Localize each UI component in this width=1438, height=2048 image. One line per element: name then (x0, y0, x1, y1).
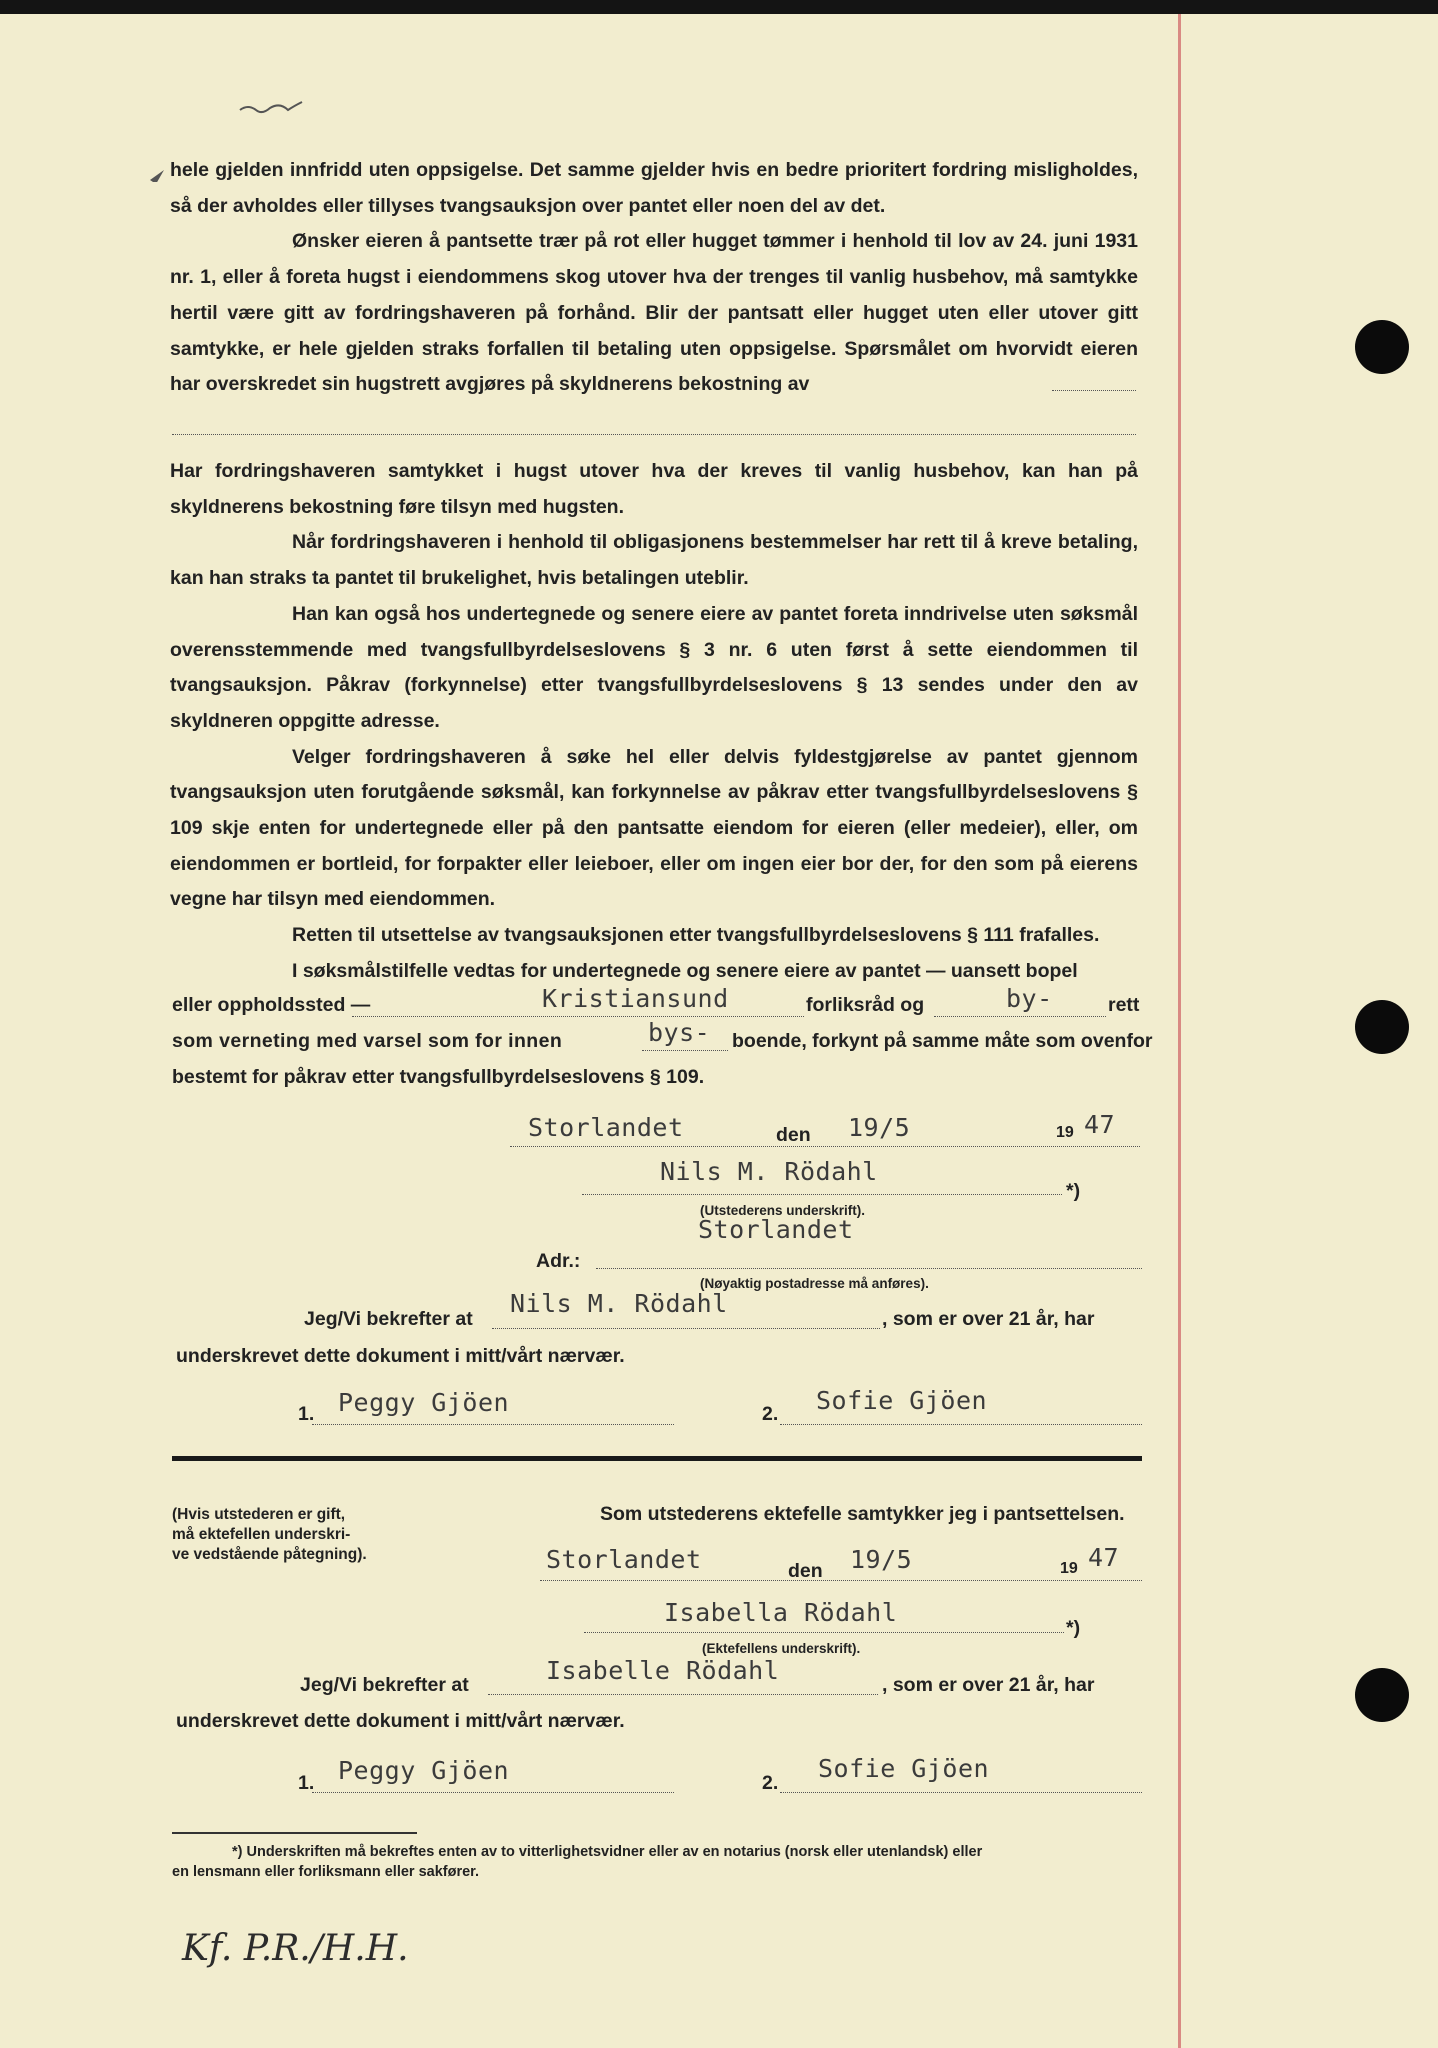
venue-line2-suffix: boende, forkynt på samme måte som ovenfor (732, 1030, 1153, 1052)
spouse-date-line (540, 1580, 1142, 1581)
venue-scope: bys- (648, 1018, 711, 1047)
spouse-den: den (788, 1560, 823, 1582)
paragraph-2: Ønsker eieren å pantsette trær på rot eller hugget tømmer i henhold til lov av 24. juni 1931 nr. 1, eller å foreta hugst i eiendommens skog utover hva der trenges til vanlig husbehov, må samtykke hertil være gitt av fordringshaveren på forhånd. Blir der pantsatt eller hugget uten eller utover gitt samtykke, er hele gjelden straks forfallen til betaling uten oppsigelse. Spørsmålet om hvorvidt eieren har overskredet sin hugstrett avgjøres på skyldnerens bekostning av (170, 230, 1138, 396)
spouse-year: 47 (1088, 1543, 1120, 1572)
spouse-note-line-2: må ektefellen underskri- (172, 1526, 351, 1543)
venue-scope-line (642, 1050, 728, 1051)
spouse-confirm-line (488, 1694, 878, 1695)
spouse-witness-1: Peggy Gjöen (338, 1756, 510, 1785)
spouse-witness-2: Sofie Gjöen (818, 1754, 990, 1783)
section-divider (172, 1456, 1142, 1461)
footnote-line-2: en lensmann eller forliksmann eller sakfører. (172, 1864, 480, 1880)
spouse-note-line-3: ve vedstående påtegning). (172, 1546, 367, 1563)
spouse-signature-caption: (Ektefellens underskrift). (702, 1641, 861, 1656)
hugst-blank-line-2 (172, 434, 1136, 435)
footnote (172, 1842, 1142, 1882)
issuer-confirm-name: Nils M. Rödahl (510, 1289, 728, 1318)
venue-line3: bestemt for påkrav etter tvangsfullbyrdelseslovens § 109. (172, 1066, 705, 1088)
paragraph-1: hele gjelden innfridd uten oppsigelse. Det samme gjelder hvis en bedre prioritert fordring misligholdes, så der avholdes eller tillyses tvangsauksjon over pantet eller noen del av det. (170, 159, 1138, 217)
body-text-lower (170, 454, 1138, 990)
paragraph-8: I søksmålstilfelle vedtas for undertegnede og senere eiere av pantet — uansett bopel (292, 959, 1078, 982)
issuer-confirm-prefix: Jeg/Vi bekrefter at (304, 1308, 473, 1330)
venue-mid: forliksråd og (806, 994, 925, 1016)
spouse-note-line-1: (Hvis utstederen er gift, (172, 1506, 346, 1523)
spouse-witness-1-line (312, 1792, 674, 1793)
punch-hole (1355, 320, 1409, 374)
scan-top-border (0, 0, 1438, 14)
issuer-address: Storlandet (698, 1215, 854, 1244)
spouse-confirm-prefix: Jeg/Vi bekrefter at (300, 1674, 469, 1696)
issuer-adr-label: Adr.: (536, 1250, 581, 1272)
issuer-witness-1: Peggy Gjöen (338, 1388, 510, 1417)
paragraph-5: Han kan også hos undertegnede og senere eiere av pantet foreta inndrivelse uten søksmål overensstemmende med tvangsfullbyrdelseslovens § 3 nr. 6 uten først å sette eiendommen til tvangsauksjon. Påkrav (forkynnelse) etter tvangsfullbyrdelseslovens § 13 sendes under den av skyldneren oppgitte adresse. (170, 602, 1138, 732)
body-text-upper (170, 153, 1138, 403)
issuer-den: den (776, 1124, 811, 1146)
footnote-rule (172, 1832, 417, 1834)
venue-prefix: eller oppholdssted — (172, 994, 371, 1016)
paragraph-7: Retten til utsettelse av tvangsauksjonen etter tvangsfullbyrdelseslovens § 111 frafalles. (292, 924, 1100, 947)
spouse-signature-line (584, 1632, 1064, 1633)
issuer-signature-caption: (Utstederens underskrift). (700, 1203, 866, 1218)
issuer-witness-2: Sofie Gjöen (816, 1386, 988, 1415)
spouse-note (172, 1505, 367, 1565)
spouse-confirm-name: Isabelle Rödahl (546, 1656, 780, 1685)
venue-line2-prefix: som verneting med varsel som for innen (172, 1030, 563, 1052)
spouse-star: *) (1066, 1617, 1081, 1639)
issuer-signature-line (582, 1194, 1062, 1195)
paragraph-4: Når fordringshaveren i henhold til obligasjonens bestemmelser har rett til å kreve betaling, kan han straks ta pantet til brukelighet, hvis betalingen uteblir. (170, 531, 1138, 590)
venue-suffix: rett (1108, 994, 1140, 1016)
spouse-consent: Som utstederens ektefelle samtykker jeg i pantsettelsen. (600, 1503, 1125, 1525)
margin-line (1178, 14, 1181, 2048)
issuer-year-prefix: 19 (1056, 1124, 1074, 1141)
spouse-witness-2-num: 2. (762, 1772, 779, 1794)
punch-hole (1355, 1668, 1409, 1722)
spouse-witness-2-line (780, 1792, 1142, 1793)
hugst-blank-line (1052, 390, 1136, 391)
issuer-witness-1-num: 1. (298, 1403, 315, 1425)
handwritten-initials: Kf. P.R./H.H. (182, 1928, 409, 1969)
issuer-witness-2-num: 2. (762, 1403, 779, 1425)
spouse-confirm-suffix: , som er over 21 år, har (882, 1674, 1095, 1696)
issuer-confirm-suffix: , som er over 21 år, har (882, 1308, 1095, 1330)
venue-court-line (934, 1016, 1106, 1017)
venue-place: Kristiansund (542, 984, 729, 1013)
spouse-year-prefix: 19 (1060, 1560, 1078, 1577)
spouse-confirm-line2: underskrevet dette dokument i mitt/vårt nærvær. (176, 1710, 625, 1732)
issuer-star: *) (1066, 1180, 1081, 1202)
venue-place-line (352, 1016, 804, 1017)
spouse-name: Isabella Rödahl (664, 1598, 898, 1627)
issuer-date-line (510, 1146, 1140, 1147)
punch-hole (1355, 1000, 1409, 1054)
spouse-date: 19/5 (850, 1545, 913, 1574)
issuer-place: Storlandet (528, 1113, 684, 1142)
issuer-confirm-line2: underskrevet dette dokument i mitt/vårt nærvær. (176, 1345, 625, 1367)
issuer-confirm-line (492, 1328, 880, 1329)
issuer-date: 19/5 (848, 1113, 911, 1142)
issuer-year: 47 (1084, 1110, 1116, 1139)
issuer-address-line (596, 1268, 1142, 1269)
issuer-address-caption: (Nøyaktig postadresse må anføres). (700, 1276, 929, 1291)
venue-court: by- (1006, 984, 1053, 1013)
issuer-witness-2-line (780, 1424, 1142, 1425)
spouse-place: Storlandet (546, 1545, 702, 1574)
footnote-line-1: *) Underskriften må bekreftes enten av to vitterlighetsvidner eller av en notarius (norsk eller utenlandsk) eller (232, 1844, 983, 1860)
paragraph-6: Velger fordringshaveren å søke hel eller delvis fyldestgjørelse av pantet gjennom tvangsauksjon uten forutgående søksmål, kan forkynnelse av påkrav etter tvangsfullbyrdelseslovens § 109 skje enten for undertegnede eller på den pantsatte eiendom for eieren (eller medeier), eller, om eiendommen er bortleid, for forpakter eller leieboer, eller om ingen eier bor der, for den som på eierens vegne har tilsyn med eiendommen. (170, 745, 1138, 911)
spouse-witness-1-num: 1. (298, 1772, 315, 1794)
issuer-name: Nils M. Rödahl (660, 1157, 878, 1186)
issuer-witness-1-line (312, 1424, 674, 1425)
paragraph-3: Har fordringshaveren samtykket i hugst utover hva der kreves til vanlig husbehov, kan han på skyldnerens bekostning føre tilsyn med hugsten. (170, 460, 1138, 518)
